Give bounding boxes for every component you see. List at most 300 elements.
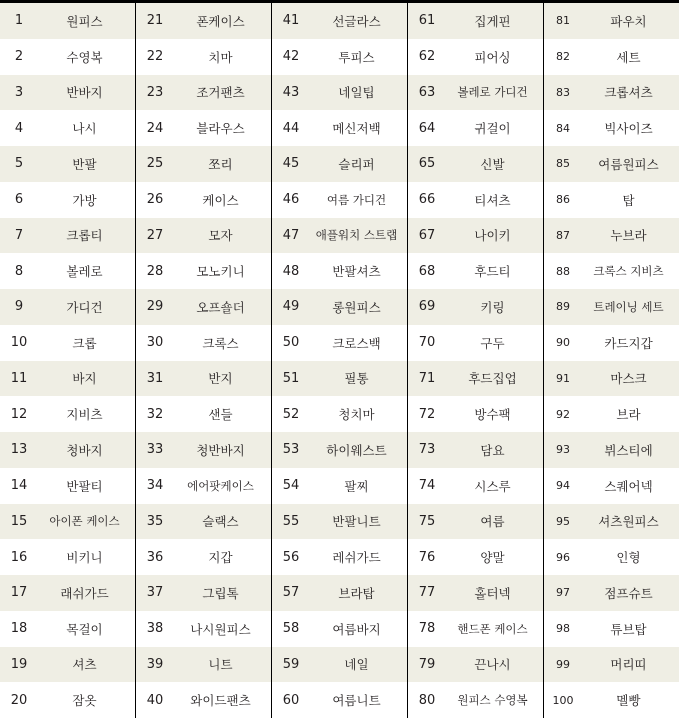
table-row[interactable] bbox=[272, 39, 407, 75]
keyword-label: 샌들 bbox=[208, 407, 233, 423]
table-row[interactable] bbox=[408, 39, 543, 75]
table-row[interactable] bbox=[0, 432, 135, 468]
rank-number: 17 bbox=[10, 585, 28, 601]
table-row[interactable] bbox=[136, 39, 271, 75]
rank-number: 54 bbox=[282, 478, 300, 494]
rank-number: 81 bbox=[556, 14, 570, 28]
table-row[interactable] bbox=[408, 253, 543, 289]
table-row[interactable] bbox=[0, 611, 135, 647]
keyword-label: 크록스 bbox=[202, 335, 239, 351]
keyword-label: 블라우스 bbox=[196, 121, 245, 137]
rank-number: 69 bbox=[418, 299, 436, 315]
keyword-label: 가디건 bbox=[66, 299, 103, 315]
rank-number: 16 bbox=[10, 549, 28, 565]
keyword-label: 시스루 bbox=[474, 478, 511, 494]
table-row[interactable] bbox=[272, 289, 407, 325]
keyword-label: 애플워치 스트랩 bbox=[315, 228, 398, 243]
keyword-label: 핸드폰 케이스 bbox=[457, 621, 528, 636]
keyword-label: 티셔츠 bbox=[474, 192, 511, 208]
table-row[interactable] bbox=[408, 3, 543, 39]
rank-number: 49 bbox=[282, 299, 300, 315]
table-row[interactable] bbox=[544, 611, 679, 647]
table-row[interactable] bbox=[272, 325, 407, 361]
keyword-label: 트레이닝 세트 bbox=[593, 299, 664, 314]
table-row[interactable] bbox=[136, 682, 271, 718]
keyword-label: 나시원피스 bbox=[190, 621, 251, 637]
table-row[interactable] bbox=[272, 611, 407, 647]
keyword-label: 카드지갑 bbox=[604, 335, 653, 351]
table-row[interactable] bbox=[544, 253, 679, 289]
keyword-label: 귀걸이 bbox=[474, 121, 511, 137]
keyword-label: 크롭티 bbox=[66, 228, 103, 244]
table-row[interactable] bbox=[544, 218, 679, 254]
keyword-label: 폰케이스 bbox=[196, 13, 245, 29]
rank-number: 36 bbox=[146, 549, 164, 565]
rank-number: 47 bbox=[282, 227, 300, 243]
keyword-label: 그립톡 bbox=[202, 585, 239, 601]
keyword-label: 청반바지 bbox=[196, 442, 245, 458]
rank-number: 37 bbox=[146, 585, 164, 601]
keyword-label: 뷔스티에 bbox=[604, 442, 653, 458]
rank-number: 27 bbox=[146, 227, 164, 243]
rank-number: 7 bbox=[14, 227, 24, 243]
rank-number: 61 bbox=[418, 13, 436, 29]
table-row[interactable] bbox=[136, 611, 271, 647]
keyword-label: 레쉬가드 bbox=[332, 550, 381, 566]
rank-number: 19 bbox=[10, 656, 28, 672]
rank-number: 40 bbox=[146, 692, 164, 708]
rank-number: 99 bbox=[556, 657, 570, 671]
table-row[interactable] bbox=[272, 539, 407, 575]
rank-number: 24 bbox=[146, 120, 164, 136]
table-row[interactable] bbox=[272, 253, 407, 289]
keyword-label: 후드집업 bbox=[468, 371, 517, 387]
keyword-label: 신발 bbox=[480, 156, 505, 172]
rank-number: 70 bbox=[418, 335, 436, 351]
keyword-label: 케이스 bbox=[202, 192, 239, 208]
rank-number: 12 bbox=[10, 406, 28, 422]
table-row[interactable] bbox=[136, 289, 271, 325]
keyword-label: 크록스 지비츠 bbox=[593, 264, 664, 279]
table-row[interactable] bbox=[408, 539, 543, 575]
rank-number: 80 bbox=[418, 692, 436, 708]
rank-number: 30 bbox=[146, 335, 164, 351]
table-row[interactable] bbox=[272, 3, 407, 39]
rank-number: 76 bbox=[418, 549, 436, 565]
keyword-label: 세트 bbox=[616, 49, 641, 65]
rank-number: 97 bbox=[556, 586, 570, 600]
keyword-label: 치마 bbox=[208, 49, 233, 65]
table-row[interactable] bbox=[272, 682, 407, 718]
table-row[interactable] bbox=[544, 182, 679, 218]
keyword-label: 크롭셔츠 bbox=[604, 85, 653, 101]
keyword-label: 와이드팬츠 bbox=[190, 693, 251, 709]
table-row[interactable] bbox=[408, 468, 543, 504]
table-row[interactable] bbox=[0, 504, 135, 540]
rank-number: 58 bbox=[282, 621, 300, 637]
table-row[interactable] bbox=[408, 146, 543, 182]
keyword-label: 반팔니트 bbox=[332, 514, 381, 530]
keyword-label: 셔츠 bbox=[72, 657, 97, 673]
keyword-label: 투피스 bbox=[338, 49, 375, 65]
rank-number: 90 bbox=[556, 336, 570, 350]
rank-column-5 bbox=[544, 3, 679, 718]
rank-number: 5 bbox=[14, 156, 24, 172]
keyword-label: 크로스백 bbox=[332, 335, 381, 351]
keyword-label: 키링 bbox=[480, 299, 505, 315]
keyword-label: 볼레로 bbox=[66, 264, 103, 280]
keyword-label: 빅사이즈 bbox=[604, 121, 653, 137]
table-row[interactable] bbox=[0, 575, 135, 611]
table-row[interactable] bbox=[0, 146, 135, 182]
keyword-label: 아이폰 케이스 bbox=[49, 514, 120, 529]
keyword-label: 팔찌 bbox=[344, 478, 369, 494]
keyword-label: 방수팩 bbox=[474, 407, 511, 423]
keyword-label: 청바지 bbox=[66, 442, 103, 458]
keyword-label: 지갑 bbox=[208, 550, 233, 566]
table-row[interactable] bbox=[0, 396, 135, 432]
rank-number: 3 bbox=[14, 84, 24, 100]
rank-column-1 bbox=[0, 3, 136, 718]
keyword-label: 마스크 bbox=[610, 371, 647, 387]
table-row[interactable] bbox=[272, 182, 407, 218]
keyword-label: 하이웨스트 bbox=[326, 442, 387, 458]
rank-number: 11 bbox=[10, 370, 28, 386]
rank-number: 96 bbox=[556, 550, 570, 564]
keyword-label: 양말 bbox=[480, 550, 505, 566]
table-row[interactable] bbox=[136, 110, 271, 146]
keyword-label: 셔츠원피스 bbox=[598, 514, 659, 530]
keyword-label: 반팔 bbox=[72, 156, 97, 172]
table-row[interactable] bbox=[408, 75, 543, 111]
table-row[interactable] bbox=[408, 432, 543, 468]
keyword-label: 조거팬츠 bbox=[196, 85, 245, 101]
table-row[interactable] bbox=[408, 110, 543, 146]
table-row[interactable] bbox=[544, 539, 679, 575]
table-row[interactable] bbox=[136, 253, 271, 289]
table-row[interactable] bbox=[136, 396, 271, 432]
keyword-label: 점프슈트 bbox=[604, 585, 653, 601]
keyword-label: 파우치 bbox=[610, 13, 647, 29]
rank-number: 4 bbox=[14, 120, 24, 136]
table-row[interactable] bbox=[544, 504, 679, 540]
table-row[interactable] bbox=[272, 432, 407, 468]
rank-number: 42 bbox=[282, 49, 300, 65]
keyword-label: 머리띠 bbox=[610, 657, 647, 673]
rank-number: 82 bbox=[556, 50, 570, 64]
keyword-label: 오프숄더 bbox=[196, 299, 245, 315]
keyword-label: 후드티 bbox=[474, 264, 511, 280]
table-row[interactable] bbox=[272, 75, 407, 111]
rank-number: 53 bbox=[282, 442, 300, 458]
rank-number: 72 bbox=[418, 406, 436, 422]
rank-number: 91 bbox=[556, 371, 570, 385]
table-row[interactable] bbox=[408, 647, 543, 683]
table-row[interactable] bbox=[0, 3, 135, 39]
rank-number: 25 bbox=[146, 156, 164, 172]
keyword-label: 크롭 bbox=[72, 335, 97, 351]
keyword-label: 모노키니 bbox=[196, 264, 245, 280]
table-row[interactable] bbox=[408, 575, 543, 611]
rank-number: 86 bbox=[556, 193, 570, 207]
rank-number: 23 bbox=[146, 84, 164, 100]
rank-number: 64 bbox=[418, 120, 436, 136]
table-row[interactable] bbox=[136, 146, 271, 182]
rank-number: 75 bbox=[418, 513, 436, 529]
table-row[interactable] bbox=[136, 647, 271, 683]
rank-number: 31 bbox=[146, 370, 164, 386]
table-row[interactable] bbox=[136, 182, 271, 218]
table-row[interactable] bbox=[272, 110, 407, 146]
table-row[interactable] bbox=[0, 361, 135, 397]
rank-number: 14 bbox=[10, 478, 28, 494]
rank-number: 48 bbox=[282, 263, 300, 279]
rank-number: 56 bbox=[282, 549, 300, 565]
table-row[interactable] bbox=[408, 325, 543, 361]
table-row[interactable] bbox=[544, 146, 679, 182]
rank-number: 35 bbox=[146, 513, 164, 529]
table-row[interactable] bbox=[408, 361, 543, 397]
rank-number: 85 bbox=[556, 157, 570, 171]
keyword-label: 네일팁 bbox=[338, 85, 375, 101]
rank-number: 87 bbox=[556, 228, 570, 242]
rank-number: 2 bbox=[14, 49, 24, 65]
rank-number: 33 bbox=[146, 442, 164, 458]
rank-number: 34 bbox=[146, 478, 164, 494]
rank-number: 62 bbox=[418, 49, 436, 65]
table-row[interactable] bbox=[544, 110, 679, 146]
table-row[interactable] bbox=[544, 3, 679, 39]
table-row[interactable] bbox=[272, 504, 407, 540]
table-row[interactable] bbox=[136, 575, 271, 611]
table-row[interactable] bbox=[0, 110, 135, 146]
table-row[interactable] bbox=[408, 611, 543, 647]
rank-number: 94 bbox=[556, 479, 570, 493]
keyword-label: 나시 bbox=[72, 121, 97, 137]
rank-number: 18 bbox=[10, 621, 28, 637]
table-row[interactable] bbox=[408, 682, 543, 718]
table-row[interactable] bbox=[544, 325, 679, 361]
table-row[interactable] bbox=[136, 504, 271, 540]
keyword-label: 누브라 bbox=[610, 228, 647, 244]
table-row[interactable] bbox=[136, 468, 271, 504]
keyword-label: 반바지 bbox=[66, 85, 103, 101]
rank-number: 32 bbox=[146, 406, 164, 422]
keyword-label: 에어팟케이스 bbox=[187, 478, 254, 493]
rank-number: 57 bbox=[282, 585, 300, 601]
table-row[interactable] bbox=[544, 468, 679, 504]
keyword-label: 브라탑 bbox=[338, 585, 375, 601]
table-row[interactable] bbox=[0, 39, 135, 75]
rank-number: 39 bbox=[146, 656, 164, 672]
rank-number: 21 bbox=[146, 13, 164, 29]
keyword-label: 반팔셔츠 bbox=[332, 264, 381, 280]
keyword-label: 인형 bbox=[616, 550, 641, 566]
keyword-label: 슬리퍼 bbox=[338, 156, 375, 172]
keyword-label: 슬랙스 bbox=[202, 514, 239, 530]
rank-number: 66 bbox=[418, 192, 436, 208]
rank-number: 6 bbox=[14, 192, 24, 208]
rank-number: 55 bbox=[282, 513, 300, 529]
table-row[interactable] bbox=[408, 504, 543, 540]
rank-number: 38 bbox=[146, 621, 164, 637]
rank-number: 15 bbox=[10, 513, 28, 529]
rank-number: 78 bbox=[418, 621, 436, 637]
rank-number: 50 bbox=[282, 335, 300, 351]
keyword-label: 수영복 bbox=[66, 49, 103, 65]
rank-number: 89 bbox=[556, 300, 570, 314]
table-row[interactable] bbox=[0, 75, 135, 111]
keyword-label: 원피스 bbox=[66, 13, 103, 29]
table-row[interactable] bbox=[136, 432, 271, 468]
table-row[interactable] bbox=[408, 289, 543, 325]
keyword-label: 지비츠 bbox=[66, 407, 103, 423]
rank-number: 10 bbox=[10, 335, 28, 351]
rank-column-2 bbox=[136, 3, 272, 718]
keyword-label: 여름바지 bbox=[332, 621, 381, 637]
rank-number: 28 bbox=[146, 263, 164, 279]
table-row[interactable] bbox=[544, 396, 679, 432]
keyword-label: 가방 bbox=[72, 192, 97, 208]
table-row[interactable] bbox=[544, 361, 679, 397]
table-row[interactable] bbox=[136, 218, 271, 254]
table-row[interactable] bbox=[408, 396, 543, 432]
table-row[interactable] bbox=[0, 325, 135, 361]
rank-number: 44 bbox=[282, 120, 300, 136]
table-row[interactable] bbox=[136, 3, 271, 39]
table-row[interactable] bbox=[272, 468, 407, 504]
rank-column-3 bbox=[272, 3, 408, 718]
table-row[interactable] bbox=[408, 218, 543, 254]
keyword-label: 필통 bbox=[344, 371, 369, 387]
keyword-label: 목걸이 bbox=[66, 621, 103, 637]
keyword-label: 여름니트 bbox=[332, 693, 381, 709]
keyword-label: 잠옷 bbox=[72, 693, 97, 709]
keyword-label: 청치마 bbox=[338, 407, 375, 423]
keyword-label: 선글라스 bbox=[332, 13, 381, 29]
rank-number: 60 bbox=[282, 692, 300, 708]
rank-number: 65 bbox=[418, 156, 436, 172]
keyword-label: 여름 bbox=[480, 514, 505, 530]
table-row[interactable] bbox=[136, 539, 271, 575]
table-row[interactable] bbox=[544, 39, 679, 75]
keyword-label: 모자 bbox=[208, 228, 233, 244]
table-row[interactable] bbox=[544, 575, 679, 611]
keyword-label: 네일 bbox=[344, 657, 369, 673]
keyword-label: 롱원피스 bbox=[332, 299, 381, 315]
rank-number: 43 bbox=[282, 84, 300, 100]
rank-number: 98 bbox=[556, 622, 570, 636]
keyword-label: 탑 bbox=[622, 192, 635, 208]
rank-number: 93 bbox=[556, 443, 570, 457]
keyword-label: 메신저백 bbox=[332, 121, 381, 137]
keyword-label: 원피스 수영복 bbox=[457, 693, 528, 708]
table-row[interactable] bbox=[272, 396, 407, 432]
rank-number: 95 bbox=[556, 514, 570, 528]
table-row[interactable] bbox=[544, 75, 679, 111]
rank-number: 79 bbox=[418, 656, 436, 672]
rank-number: 1 bbox=[14, 13, 24, 29]
table-row[interactable] bbox=[0, 289, 135, 325]
table-row[interactable] bbox=[0, 182, 135, 218]
keyword-label: 멜빵 bbox=[616, 693, 641, 709]
rank-number: 46 bbox=[282, 192, 300, 208]
keyword-label: 끈나시 bbox=[474, 657, 511, 673]
table-row[interactable] bbox=[544, 647, 679, 683]
table-row[interactable] bbox=[544, 682, 679, 718]
keyword-label: 바지 bbox=[72, 371, 97, 387]
keyword-label: 여름원피스 bbox=[598, 156, 659, 172]
rank-number: 41 bbox=[282, 13, 300, 29]
table-row[interactable] bbox=[0, 253, 135, 289]
rank-number: 100 bbox=[552, 693, 574, 707]
rank-number: 67 bbox=[418, 227, 436, 243]
keyword-label: 볼레로 가디건 bbox=[457, 85, 528, 100]
keyword-label: 구두 bbox=[480, 335, 505, 351]
rank-number: 92 bbox=[556, 407, 570, 421]
rank-number: 8 bbox=[14, 263, 24, 279]
rank-number: 52 bbox=[282, 406, 300, 422]
rank-number: 74 bbox=[418, 478, 436, 494]
keyword-label: 반팔티 bbox=[66, 478, 103, 494]
table-row[interactable] bbox=[0, 539, 135, 575]
table-row[interactable] bbox=[272, 146, 407, 182]
keyword-label: 집게핀 bbox=[474, 13, 511, 29]
table-row[interactable] bbox=[136, 325, 271, 361]
rank-number: 59 bbox=[282, 656, 300, 672]
rank-number: 26 bbox=[146, 192, 164, 208]
table-row[interactable] bbox=[0, 682, 135, 718]
keyword-label: 쪼리 bbox=[208, 156, 233, 172]
table-row[interactable] bbox=[408, 182, 543, 218]
table-row[interactable] bbox=[272, 647, 407, 683]
table-row[interactable] bbox=[272, 218, 407, 254]
rank-column-4 bbox=[408, 3, 544, 718]
rank-number: 20 bbox=[10, 692, 28, 708]
rank-number: 73 bbox=[418, 442, 436, 458]
keyword-label: 튜브탑 bbox=[610, 621, 647, 637]
keyword-label: 반지 bbox=[208, 371, 233, 387]
rank-number: 51 bbox=[282, 370, 300, 386]
table-row[interactable] bbox=[136, 75, 271, 111]
table-row[interactable] bbox=[0, 647, 135, 683]
table-row[interactable] bbox=[272, 575, 407, 611]
keyword-label: 나이키 bbox=[474, 228, 511, 244]
rank-number: 45 bbox=[282, 156, 300, 172]
rank-number: 83 bbox=[556, 85, 570, 99]
keyword-label: 래쉬가드 bbox=[60, 585, 109, 601]
keyword-label: 여름 가디건 bbox=[326, 192, 387, 207]
keyword-label: 담요 bbox=[480, 442, 505, 458]
rank-number: 29 bbox=[146, 299, 164, 315]
rank-number: 22 bbox=[146, 49, 164, 65]
table-row[interactable] bbox=[0, 218, 135, 254]
table-row[interactable] bbox=[544, 289, 679, 325]
rank-number: 68 bbox=[418, 263, 436, 279]
table-row[interactable] bbox=[136, 361, 271, 397]
rank-number: 63 bbox=[418, 84, 436, 100]
table-row[interactable] bbox=[544, 432, 679, 468]
rank-number: 84 bbox=[556, 121, 570, 135]
keyword-label: 스퀘어넥 bbox=[604, 478, 653, 494]
table-row[interactable] bbox=[0, 468, 135, 504]
rank-number: 13 bbox=[10, 442, 28, 458]
keyword-label: 홀터넥 bbox=[474, 585, 511, 601]
rank-number: 77 bbox=[418, 585, 436, 601]
keyword-label: 피어싱 bbox=[474, 49, 511, 65]
keyword-label: 비키니 bbox=[66, 550, 103, 566]
table-row[interactable] bbox=[272, 361, 407, 397]
